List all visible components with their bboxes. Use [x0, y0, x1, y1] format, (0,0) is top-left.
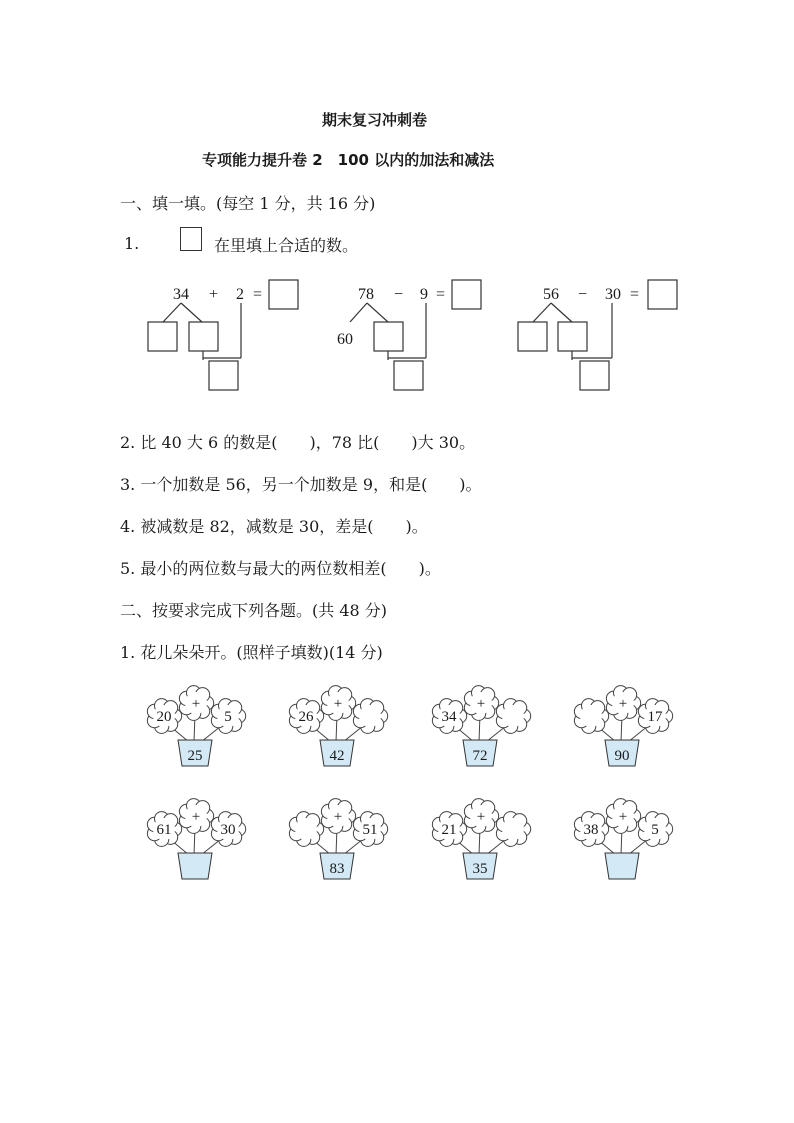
flower-pot-item	[574, 799, 672, 879]
pot-number: 25	[187, 748, 203, 764]
problem-1-split-box-right[interactable]	[189, 322, 218, 351]
problem-1-split-box-left[interactable]	[148, 322, 177, 351]
plus-sign: +	[618, 696, 628, 712]
question-4: 4. 被减数是 82，减数是 30，差是( )。	[120, 517, 428, 536]
problem-3-split-box-right[interactable]	[558, 322, 587, 351]
problem-1-result-box[interactable]	[269, 280, 298, 309]
flower-right-number: 17	[647, 709, 663, 725]
flower-left-number: 61	[156, 822, 172, 838]
flower-pot-item	[432, 799, 530, 879]
problem-3-result-box[interactable]	[648, 280, 677, 309]
flower-left	[289, 812, 323, 847]
flower-left-number: 38	[583, 822, 599, 838]
flower-right	[496, 812, 530, 847]
page-subtitle: 专项能力提升卷 2 100 以内的加法和减法	[202, 151, 495, 169]
flower-pot-item	[432, 686, 530, 766]
q1-number: 1.	[124, 234, 140, 253]
flower-right-number: 51	[362, 822, 378, 838]
section2-q1-title: 1. 花儿朵朵开。(照样子填数)(14 分)	[120, 643, 383, 662]
flower-right	[496, 699, 530, 734]
flower-right-number: 5	[224, 709, 232, 725]
pot-number: 90	[614, 748, 630, 764]
problem-2-b: 9	[420, 286, 428, 303]
problem-1-b: 2	[236, 286, 244, 303]
problem-3-b: 30	[605, 286, 621, 303]
problem-2-a: 78	[358, 286, 374, 303]
problem-2-given: 60	[337, 331, 353, 348]
plus-sign: +	[191, 696, 201, 712]
section1-heading: 一、填一填。(每空 1 分，共 16 分)	[120, 194, 376, 213]
question-5: 5. 最小的两位数与最大的两位数相差( )。	[120, 559, 441, 578]
plus-sign: +	[476, 809, 486, 825]
flower-left-number: 34	[441, 709, 457, 725]
flower-right-number: 30	[220, 822, 236, 838]
pot	[178, 853, 212, 879]
flower-pot-item	[147, 799, 245, 879]
problem-1-a: 34	[173, 286, 189, 303]
plus-sign: +	[191, 809, 201, 825]
problem-1-eq: =	[253, 286, 263, 303]
problem-3-sum-box[interactable]	[580, 361, 609, 390]
plus-sign: +	[618, 809, 628, 825]
pot-number: 72	[472, 748, 488, 764]
problem-1	[148, 280, 677, 390]
problem-1-sum-box[interactable]	[209, 361, 238, 390]
problem-2-op: −	[394, 286, 404, 303]
q1-diagrams	[0, 270, 794, 400]
pot-number: 35	[472, 861, 488, 877]
q1-answer-box-sample	[180, 227, 202, 251]
plus-sign: +	[476, 696, 486, 712]
problem-2-result-box[interactable]	[452, 280, 481, 309]
q1-instruction: 在里填上合适的数。	[214, 236, 359, 255]
flower-pot-item	[147, 686, 245, 766]
question-2: 2. 比 40 大 6 的数是( )，78 比( )大 30。	[120, 433, 476, 452]
flower-left-number: 21	[441, 822, 457, 838]
flower-right-number: 5	[651, 822, 659, 838]
plus-sign: +	[333, 696, 343, 712]
flower-pot-item	[574, 686, 672, 766]
problem-2-sum-box[interactable]	[394, 361, 423, 390]
flower-pots	[0, 680, 794, 890]
flower-right	[353, 699, 387, 734]
question-3: 3. 一个加数是 56，另一个加数是 9，和是( )。	[120, 475, 482, 494]
page-title: 期末复习冲刺卷	[322, 111, 428, 129]
pot-number: 83	[329, 861, 345, 877]
flower-left	[574, 699, 608, 734]
pot-number: 42	[329, 748, 345, 764]
problem-1-op: +	[209, 286, 219, 303]
problem-3-split-box-left[interactable]	[518, 322, 547, 351]
problem-2-split-box-right[interactable]	[374, 322, 403, 351]
pot	[605, 853, 639, 879]
flower-left-number: 20	[156, 709, 172, 725]
problem-3-op: −	[578, 286, 588, 303]
problem-3-a: 56	[543, 286, 559, 303]
plus-sign: +	[333, 809, 343, 825]
problem-3-eq: =	[630, 286, 640, 303]
flower-left-number: 26	[298, 709, 314, 725]
flower-pot-item	[289, 799, 387, 879]
problem-2-eq: =	[436, 286, 446, 303]
section2-heading: 二、按要求完成下列各题。(共 48 分)	[120, 601, 388, 620]
flower-pot-item	[289, 686, 387, 766]
